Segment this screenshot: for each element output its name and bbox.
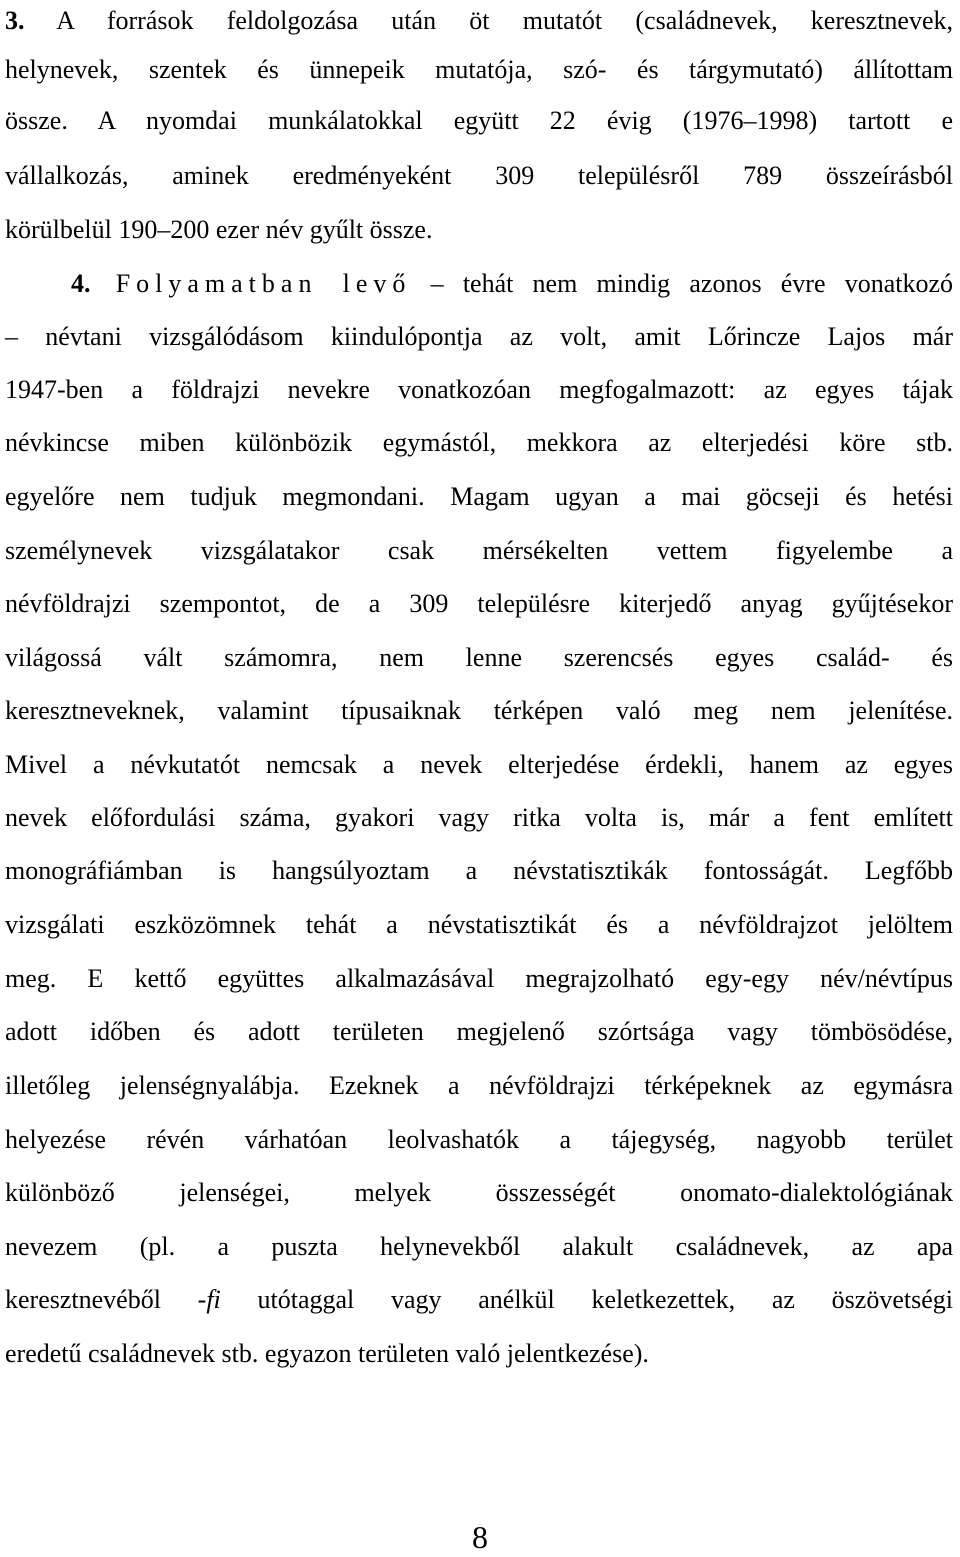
paragraph-4-line-6: személynevek vizsgálatakor csak mérsékelten vettem figyelembe a (5, 536, 953, 565)
page-number: 8 (472, 1519, 488, 1555)
paragraph-4-line-5: egyelőre nem tudjuk megmondani. Magam ugyan a mai göcseji és hetési (5, 482, 953, 511)
paragraph-4-line-8: világossá vált számomra, nem lenne szerencsés egyes család- és (5, 643, 953, 672)
paragraph-3-line-3: össze. A nyomdai munkálatokkal együtt 22 évig (1976–1998) tartott e (5, 106, 953, 135)
paragraph-4-line-4: névkincse miben különbözik egymástól, mekkora az elterjedési köre stb. (5, 428, 953, 457)
spaced-emphasis: Folyamatban levő (90, 269, 412, 298)
paragraph-4-line-11: nevek előfordulási száma, gyakori vagy ritka volta is, már a fent említett (5, 803, 953, 832)
paragraph-4-line-21: eredetű családnevek stb. egyazon területen való jelentkezése). (5, 1339, 649, 1368)
paragraph-4-line-19: nevezem (pl. a puszta helynevekből alakult családnevek, az apa (5, 1232, 953, 1261)
paragraph-4-line-16: illetőleg jelenségnyalábja. Ezeknek a névföldrajzi térképeknek az egymásra (5, 1071, 953, 1100)
paragraph-3-number: 3. (5, 6, 25, 35)
paragraph-4-line-7: névföldrajzi szempontot, de a 309 településre kiterjedő anyag gyűjtésekor (5, 589, 953, 618)
paragraph-4-line-2: – névtani vizsgálódásom kiindulópontja az volt, amit Lőrincze Lajos már (5, 322, 953, 351)
paragraph-3-line-5: körülbelül 190–200 ezer név gyűlt össze. (5, 215, 433, 244)
paragraph-3-line-2: helynevek, szentek és ünnepeik mutatója, szó- és tárgymutató) állítottam (5, 55, 953, 84)
paragraph-4-line-12: monográfiámban is hangsúlyoztam a névstatisztikák fontosságát. Legfőbb (5, 856, 953, 885)
paragraph-4-line-15: adott időben és adott területen megjelenő szórtsága vagy tömbösödése, (5, 1017, 953, 1046)
paragraph-4-line-14: meg. E kettő együttes alkalmazásával megrajzolható egy-egy név/névtípus (5, 964, 953, 993)
paragraph-4-line-10: Mivel a névkutatót nemcsak a nevek elterjedése érdekli, hanem az egyes (5, 750, 953, 779)
paragraph-3-line-1: 3. A források feldolgozása után öt mutatót (családnevek, keresztnevek, (5, 6, 953, 35)
paragraph-4-number: 4. (71, 269, 91, 298)
paragraph-4-line-18: különböző jelenségei, melyek összességét onomato-dialektológiának (5, 1178, 953, 1207)
paragraph-4-line-9: keresztneveknek, valamint típusaiknak térképen való meg nem jelenítése. (5, 696, 953, 725)
italic-suffix: -fi (197, 1285, 221, 1314)
paragraph-4-line-13: vizsgálati eszközömnek tehát a névstatisztikát és a névföldrajzot jelöltem (5, 910, 953, 939)
paragraph-4-line-1: 4. Folyamatban levő – tehát nem mindig azonos évre vonatkozó (71, 269, 954, 298)
paragraph-3-line-4: vállalkozás, aminek eredményeként 309 településről 789 összeírásból (5, 161, 953, 190)
paragraph-4-line-17: helyezése révén várhatóan leolvashatók a tájegység, nagyobb terület (5, 1125, 953, 1154)
paragraph-4-line-20: keresztnevéből -fi utótaggal vagy anélkül keletkezettek, az öszövetségi (5, 1285, 953, 1314)
paragraph-4-line-3: 1947-ben a földrajzi nevekre vonatkozóan megfogalmazott: az egyes tájak (5, 375, 953, 404)
